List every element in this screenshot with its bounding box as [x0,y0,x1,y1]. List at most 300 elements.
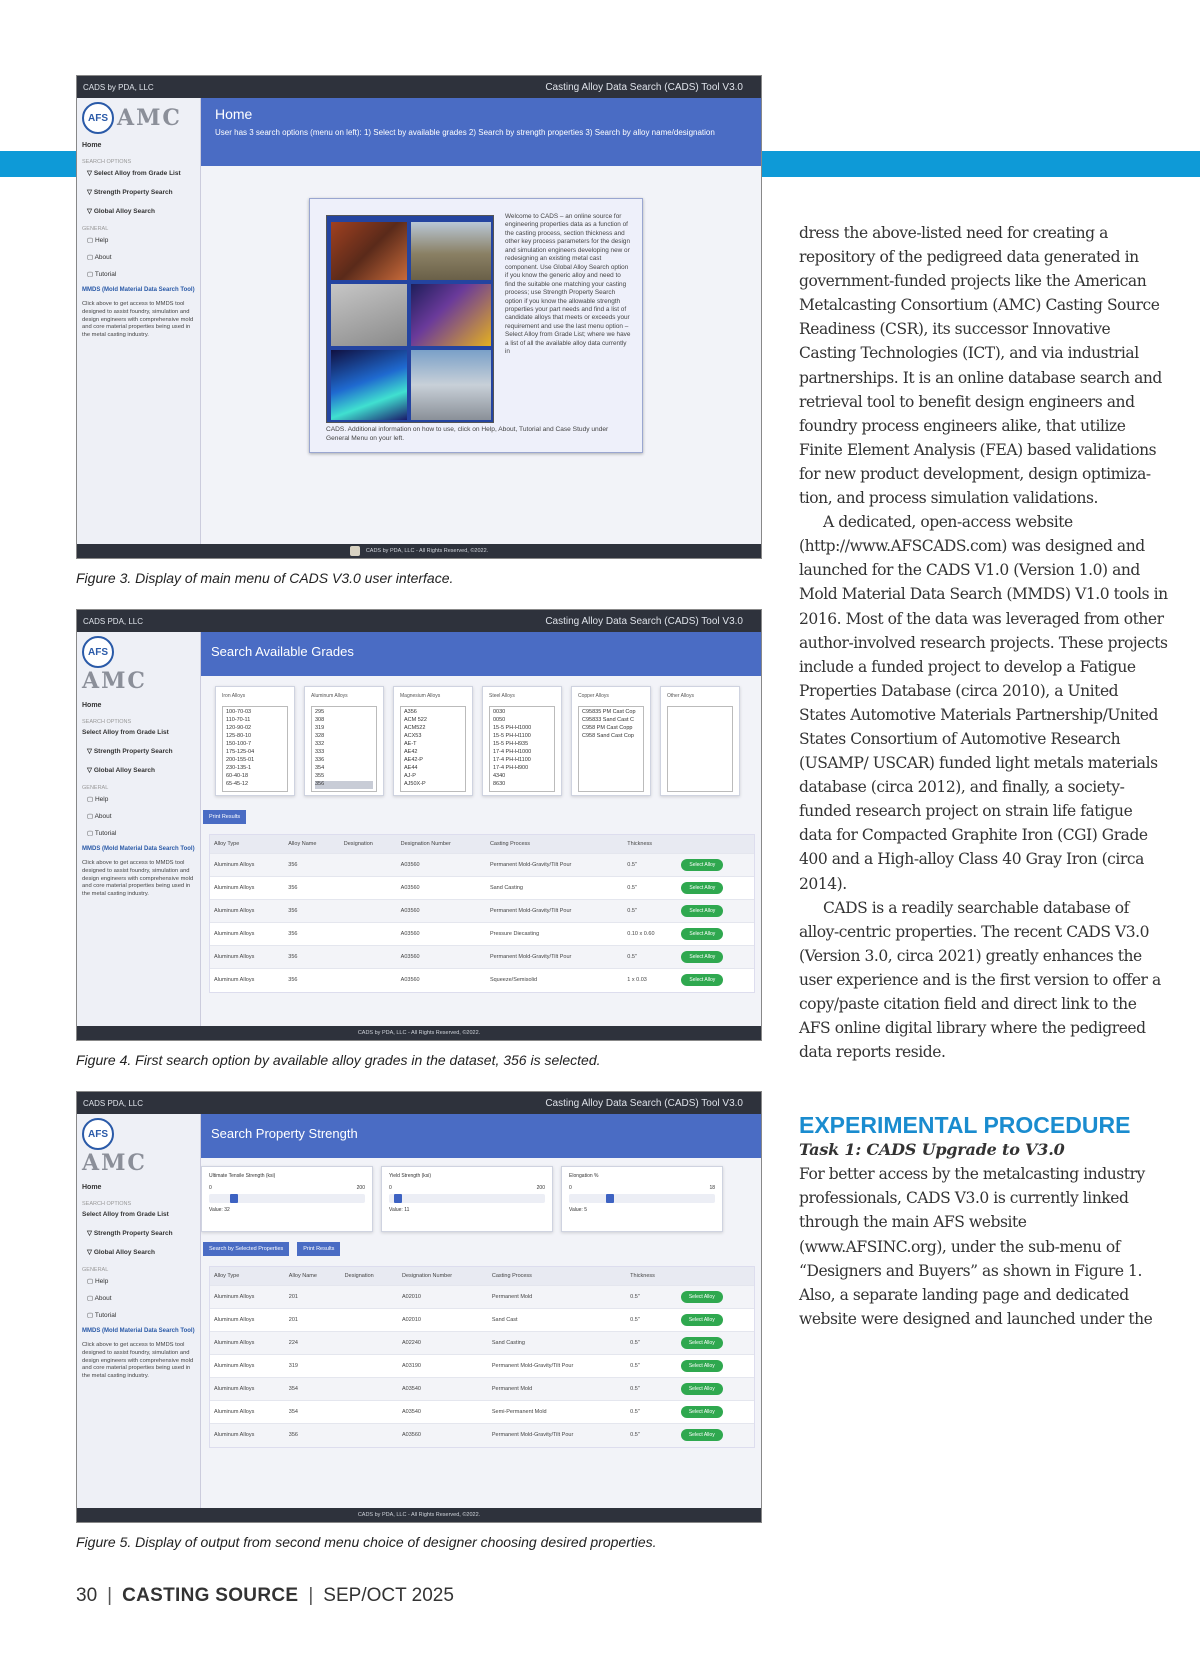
property-sliders [201,1158,761,1232]
nav-help[interactable]: ▢ Help [87,237,109,244]
table-cell: Permanent Mold [488,1286,626,1309]
table-cell: Aluminum Alloys [210,1378,285,1401]
subsection-heading: Task 1: CADS Upgrade to V3.0 [799,1140,1065,1160]
alloy-list-option[interactable]: 17-4 PH-H1100 [493,756,531,763]
article-paragraph: For better access by the metalcasting industry professionals, CADS V3.0 is currently linked through the main AFS website (www.AFSINC.org), under the sub-menu of “Designers and Buyers” as shown in Figure 1. Also, a separate landing page and dedicated website were designed and launched under the [799,1165,1153,1328]
select-alloy-button[interactable]: Select Alloy [681,1429,723,1441]
section-search-options: SEARCH OPTIONS [82,159,132,165]
page-title: Home [215,106,253,122]
table-cell: 0.5" [626,1309,677,1332]
article-column [799,221,1169,1331]
alloy-list-option[interactable]: AE42 [404,748,418,755]
select-alloy-button[interactable]: Select Alloy [681,951,723,963]
simulation-monitor-photo [331,284,407,346]
column-header: Alloy Name [285,1267,341,1286]
column-header: Alloy Type [210,835,284,854]
table-cell: 0.5" [626,1424,677,1447]
table-cell: 356 [285,1424,341,1447]
slider-label: Ultimate Tensile Strength (ksi) [209,1173,276,1179]
page-subtitle: User has 3 search options (menu on left): 1) Select by available grades 2) Search by strength properties 3) Search by alloy name/designation [215,128,715,137]
slider-track[interactable] [389,1194,545,1203]
nav-tutorial[interactable]: ▢ Tutorial [87,1312,117,1319]
alloy-list-option[interactable]: 336 [315,756,325,763]
mmds-description: Click above to get access to MMDS tool designed to assist foundry, simulation and design engineers with comprehensive mold and core material properties being used in the metal casting industry. [82,1342,194,1380]
table-cell: Pressure Diecasting [486,923,623,946]
table-cell: Aluminum Alloys [210,1286,285,1309]
column-header: Designation Number [398,1267,488,1286]
results-table [209,1266,755,1448]
table-row [210,1378,754,1401]
column-header: Designation [340,835,397,854]
logo [82,102,195,134]
footer-copyright: CADS by PDA, LLC - All Rights Reserved, ©2022. [357,1512,481,1518]
table-cell: Squeeze/Semisolid [486,969,623,992]
column-header: Alloy Type [210,1267,285,1286]
table-cell [677,1424,754,1447]
app-footer [77,1026,761,1040]
alloy-list-option[interactable]: C95835 PM Cast Cop [582,709,636,715]
table-cell [340,969,397,992]
table-cell [677,1332,754,1355]
alloy-list-option[interactable]: A356 [404,709,417,715]
table-cell: 319 [285,1355,341,1378]
alloy-list-option[interactable]: 308 [315,716,325,723]
column-header: Designation [341,1267,398,1286]
column-header: Casting Process [488,1267,626,1286]
table-cell [341,1355,398,1378]
table-cell [341,1286,398,1309]
nav-global-search[interactable]: ▽ Global Alloy Search [87,767,155,774]
app-footer [77,1508,761,1522]
table-cell [341,1309,398,1332]
nav-about[interactable]: ▢ About [87,813,112,820]
table-cell: 1 x 0.03 [623,969,677,992]
tank-photo [411,222,491,280]
table-cell [677,854,754,877]
alloy-list-option[interactable]: ACM522 [404,724,426,731]
slider-label: Elongation % [569,1173,599,1179]
alloy-list-title: Aluminum Alloys [311,693,348,699]
table-cell: Aluminum Alloys [210,900,284,923]
sidebar [77,1114,201,1508]
footer-separator: | [308,1585,314,1606]
column-header: Thickness [623,835,677,854]
alloy-list-box [571,686,651,796]
table-cell: 356 [284,877,339,900]
nav-home[interactable]: Home [82,702,102,709]
table-cell: 201 [285,1309,341,1332]
publication-name: CASTING SOURCE [122,1585,299,1606]
slider-value: Value: 32 [209,1207,230,1213]
uts-slider-card [201,1166,373,1232]
slider-value: Value: 11 [389,1207,410,1213]
page-title: Search Available Grades [211,644,354,659]
figure-5-screenshot [76,1091,762,1523]
table-cell [677,946,754,969]
page-header [201,632,761,676]
issue-date: SEP/OCT 2025 [323,1585,454,1606]
select-alloy-button[interactable]: Select Alloy [681,1291,723,1303]
simulation-screen-photo [411,284,491,346]
select-alloy-button[interactable]: Select Alloy [681,928,723,940]
alloy-listbox[interactable] [311,706,377,792]
alloy-list-option[interactable]: AE44 [404,764,418,771]
alloy-list-option[interactable]: ACM 522 [404,716,427,723]
footer-separator: | [107,1585,113,1606]
table-cell: 0.5" [623,877,677,900]
nav-global-search[interactable]: ▽ Global Alloy Search [87,208,155,215]
select-alloy-button[interactable]: Select Alloy [681,859,723,871]
alloy-list-option[interactable]: 230-135-1 [226,764,252,771]
figure-4-screenshot [76,609,762,1041]
mmds-link[interactable]: MMDS (Mold Material Data Search Tool) [82,1328,195,1334]
table-row [210,946,754,969]
main-panel [201,98,761,544]
alloy-list-option[interactable]: 356 [315,781,373,789]
alloy-list-option[interactable]: 333 [315,748,325,755]
table-cell: Sand Casting [488,1332,626,1355]
print-results-button[interactable]: Print Results [203,810,246,824]
results-table [209,834,755,993]
nav-global-search[interactable]: ▽ Global Alloy Search [87,1249,155,1256]
app-brand: CADS by PDA, LLC [83,82,154,92]
alloy-list-option[interactable]: 17-4 PH-H1000 [493,748,532,755]
nav-select-alloy[interactable]: Select Alloy from Grade List [82,729,169,736]
flow-simulation-photo [331,350,407,420]
select-alloy-button[interactable]: Select Alloy [681,882,723,894]
table-row [210,900,754,923]
afs-logo: AFS [82,102,114,134]
alloy-list-option[interactable]: AE42-P [404,756,423,763]
slider-max: 200 [356,1185,365,1191]
table-cell: Permanent Mold-Gravity/Tilt Pour [486,854,623,877]
table-cell: 0.5" [623,900,677,923]
table-cell: Aluminum Alloys [210,877,284,900]
alloy-list-box [215,686,295,796]
table-cell: A02010 [398,1286,488,1309]
nav-help[interactable]: ▢ Help [87,796,109,803]
table-cell: A03560 [397,877,486,900]
alloy-list-title: Iron Alloys [222,693,246,699]
alloy-list-option[interactable]: 120-90-02 [226,724,252,731]
table-row [210,854,754,877]
alloy-list-option[interactable]: 15-5 PH-H935 [493,740,529,747]
alloy-list-option[interactable]: 354 [315,764,325,771]
nav-tutorial[interactable]: ▢ Tutorial [87,830,117,837]
table-cell: A03560 [397,900,486,923]
aerospace-part-photo [411,350,491,420]
main-panel [201,632,761,1026]
nav-select-alloy[interactable]: ▽ Select Alloy from Grade List [87,170,181,177]
select-alloy-button[interactable]: Select Alloy [681,974,723,986]
amc-logo: AMC [82,1150,147,1176]
alloy-list-option[interactable]: 295 [315,709,325,715]
table-cell: A03540 [398,1378,488,1401]
section-general: GENERAL [82,226,109,232]
table-cell: 356 [284,923,339,946]
table-cell: Permanent Mold [488,1378,626,1401]
alloy-list-option[interactable]: C958 Sand Cast Cop [582,732,634,739]
table-cell: 356 [284,969,339,992]
article-paragraph: dress the above-listed need for creating a repository of the pedigreed data generated in government-funded projects like the American Metalcasting Consortium (AMC) Casting Source Readiness (CSR), its successor Innovative Casting Technologies (ICT), and via industrial partnerships. It is an online database search and retrieval tool to benefit design engineers and foundry process engineers alike, that utilize Finite Element Analysis (FEA) based validations for new product development, design optimization, and process simulation validations. [799,224,1162,508]
table-cell: 0.5" [626,1378,677,1401]
table-cell [340,854,397,877]
slider-min: 0 [209,1185,212,1191]
table-cell [341,1332,398,1355]
alloy-list-box [660,686,740,796]
alloy-list-option[interactable]: C958 PM Cast Copp [582,724,633,731]
alloy-list-option[interactable]: 15-5 PH-H1000 [493,724,532,731]
alloy-list-option[interactable]: 200-155-01 [226,756,255,763]
alloy-list-option[interactable]: 8630 [493,780,506,787]
nav-strength-search[interactable]: ▽ Strength Property Search [87,748,173,755]
column-header: Designation Number [397,835,486,854]
slider-min: 0 [569,1185,572,1191]
table-cell: 224 [285,1332,341,1355]
alloy-list-option[interactable]: 175-125-04 [226,748,255,755]
table-cell [677,1355,754,1378]
app-title: Casting Alloy Data Search (CADS) Tool V3.0 [545,615,743,627]
figure-5-caption: Figure 5. Display of output from second menu choice of designer choosing desired properties. [76,1534,657,1550]
app-topbar [77,76,761,98]
app-brand: CADS PDA, LLC [83,616,144,626]
select-alloy-button[interactable]: Select Alloy [681,1337,723,1349]
table-cell: Aluminum Alloys [210,854,284,877]
section-heading: EXPERIMENTAL PROCEDURE [799,1112,1131,1139]
table-cell: 356 [284,946,339,969]
table-row [210,1355,754,1378]
table-cell: A03560 [397,946,486,969]
section-general: GENERAL [82,785,109,791]
table-row [210,923,754,946]
table-cell: 354 [285,1401,341,1424]
column-header: Thickness [626,1267,677,1286]
alloy-list-option[interactable]: 110-70-11 [226,716,251,723]
search-by-properties-button[interactable]: Search by Selected Properties [203,1242,289,1256]
alloy-list-option[interactable]: 15-5 PH-H1100 [493,732,531,739]
alloy-list-option[interactable]: AJ-P [404,772,416,779]
page-header [201,1114,761,1158]
welcome-text: Welcome to CADS – an online source for engineering properties data as a function of the casting process, section thickness and other key process parameters for the design and simulation engineers developing new or redesigning an existing metal cast component. Use Global Alloy Search option if you know the generic alloy and need to find the suitable one matching your casting process; use Strength Property Search option if you know the allowable strength properties your part needs and find a list of candidate alloys that meets or exceeds your requirement and use the last menu option – Select Alloy from Grade List; where we have a list of all the available alloy data currently in [505,213,631,356]
sidebar [77,98,201,544]
page-title: Search Property Strength [211,1126,358,1141]
table-cell: 356 [284,854,339,877]
table-cell [677,1309,754,1332]
alloy-listbox[interactable] [578,706,644,792]
page-number: 30 [76,1585,98,1606]
column-header [677,1267,754,1286]
table-cell: Aluminum Alloys [210,969,284,992]
alloy-list-title: Copper Alloys [578,693,609,699]
table-cell [340,900,397,923]
table-cell: Sand Casting [486,877,623,900]
footer-copyright: CADS by PDA, LLC - All Rights Reserved, ©2022. [357,1030,481,1036]
table-cell [340,946,397,969]
select-alloy-button[interactable]: Select Alloy [681,1383,723,1395]
alloy-listbox[interactable] [222,706,288,792]
article-paragraph: A dedicated, open-access website (http://www.AFSCADS.com) was designed and launched for the CADS V1.0 (Version 1.0) and Mold Material Data Search (MMDS) V1.0 tools in 2016. Most of the data was leveraged from other author-involved research projects. These projects include a funded project to develop a Fatigue Properties Database (circa 2010), a United States Automotive Materials Partnership/United States Consortium of Automotive Research (USAMP/ USCAR) funded light metals materials database (circa 2012), and finally, a society-funded research project on strain life fatigue data for Compacted Graphite Iron (CGI) Grade 400 and a High-alloy Class 40 Gray Iron (circa 2014). [799,513,1168,893]
table-cell: 354 [285,1378,341,1401]
alloy-list-option[interactable]: 4340 [493,772,506,779]
table-cell: A03540 [398,1401,488,1424]
table-cell: Semi-Permanent Mold [488,1401,626,1424]
table-row [210,1286,754,1309]
select-alloy-button[interactable]: Select Alloy [681,1314,723,1326]
slider-handle[interactable] [230,1194,238,1203]
alloy-list-option[interactable]: 332 [315,740,325,747]
alloy-list-title: Magnesium Alloys [400,693,441,699]
alloy-list-option[interactable]: 319 [315,724,325,731]
table-cell: Aluminum Alloys [210,1401,285,1424]
nav-home[interactable]: Home [82,1184,102,1191]
figure-4-caption: Figure 4. First search option by available alloy grades in the dataset, 356 is selected. [76,1052,601,1068]
mmds-description: Click above to get access to MMDS tool designed to assist foundry, simulation and design engineers with comprehensive mold and core material properties being used in the metal casting industry. [82,301,194,339]
table-row [210,1309,754,1332]
table-cell: Aluminum Alloys [210,1332,285,1355]
alloy-list-box [482,686,562,796]
engine-block-photo [331,222,407,280]
alloy-listbox[interactable] [400,706,466,792]
slider-handle[interactable] [606,1194,614,1203]
nav-select-alloy[interactable]: Select Alloy from Grade List [82,1211,169,1218]
article-paragraph: CADS is a readily searchable database of alloy-centric properties. The recent CADS V3.0 (Version 3.0, circa 2021) greatly enhances the user experience and is the first version to offer a copy/paste citation field and direct link to the AFS online digital library where the pedigreed data reports reside. [799,898,1161,1062]
table-cell: Permanent Mold-Gravity/Tilt Pour [488,1424,626,1447]
table-cell: A03190 [398,1355,488,1378]
alloy-lists [201,676,761,796]
slider-label: Yield Strength (ksi) [389,1173,432,1179]
app-title: Casting Alloy Data Search (CADS) Tool V3.0 [545,1097,743,1109]
logo [82,1118,195,1176]
select-alloy-button[interactable]: Select Alloy [681,905,723,917]
alloy-list-option[interactable]: 328 [315,732,325,739]
table-cell: Aluminum Alloys [210,1309,285,1332]
table-cell [677,923,754,946]
column-header [677,835,754,854]
welcome-card [309,198,643,453]
alloy-list-box [304,686,384,796]
figure-3-screenshot [76,75,762,559]
alloy-list-title: Steel Alloys [489,693,515,699]
alloy-list-box [393,686,473,796]
action-row [203,796,761,824]
table-cell: A03560 [397,923,486,946]
alloy-list-option[interactable]: 17-4 PH-H900 [493,764,529,771]
nav-help[interactable]: ▢ Help [87,1278,109,1285]
alloy-list-option[interactable]: 355 [315,772,325,779]
page-header [201,98,761,166]
table-cell: 0.5" [626,1355,677,1378]
column-header: Casting Process [486,835,623,854]
app-footer [77,544,761,558]
select-alloy-button[interactable]: Select Alloy [681,1406,723,1418]
mmds-link[interactable]: MMDS (Mold Material Data Search Tool) [82,846,195,852]
table-row [210,877,754,900]
footer-copyright: CADS by PDA, LLC - All Rights Reserved, ©2022. [365,548,489,554]
table-cell: A02010 [398,1309,488,1332]
nav-about[interactable]: ▢ About [87,254,112,261]
nav-strength-search[interactable]: ▽ Strength Property Search [87,1230,173,1237]
table-cell [677,877,754,900]
print-results-button[interactable]: Print Results [297,1242,340,1256]
alloy-list-option[interactable]: 0050 [493,716,506,723]
table-cell [340,877,397,900]
nav-tutorial[interactable]: ▢ Tutorial [87,271,117,278]
table-row [210,1424,754,1447]
alloy-list-option[interactable]: 100-70-03 [226,709,252,715]
nav-home[interactable]: Home [82,142,102,149]
afs-logo: AFS [82,1118,114,1150]
accent-ribbon-right [762,151,1200,177]
table-cell: Permanent Mold-Gravity/Tilt Pour [486,900,623,923]
select-alloy-button[interactable]: Select Alloy [681,1360,723,1372]
table-cell [677,1378,754,1401]
table-cell: A02240 [398,1332,488,1355]
slider-handle[interactable] [394,1194,402,1203]
alloy-list-option[interactable]: 150-100-7 [226,740,252,747]
table-cell [341,1378,398,1401]
app-brand: CADS PDA, LLC [83,1098,144,1108]
nav-strength-search[interactable]: ▽ Strength Property Search [87,189,173,196]
table-cell: 0.10 x 0.60 [623,923,677,946]
slider-track[interactable] [569,1194,715,1203]
table-cell [340,923,397,946]
mmds-link[interactable]: MMDS (Mold Material Data Search Tool) [82,287,195,293]
table-cell: 0.5" [626,1286,677,1309]
alloy-list-option[interactable]: C95833 Sand Cast C [582,716,634,723]
table-cell: Aluminum Alloys [210,1424,285,1447]
slider-min: 0 [389,1185,392,1191]
table-cell: 356 [284,900,339,923]
alloy-list-option[interactable]: AE-T [404,740,417,747]
table-cell [677,900,754,923]
table-cell: Permanent Mold-Gravity/Tilt Pour [486,946,623,969]
app-topbar [77,1092,761,1114]
yield-slider-card [381,1166,553,1232]
alloy-list-option[interactable]: AJ50X-P [404,780,426,787]
alloy-list-option[interactable]: ACX53 [404,732,422,739]
alloy-list-option[interactable]: 60-40-18 [226,772,249,779]
table-cell: Aluminum Alloys [210,1355,285,1378]
alloy-list-option[interactable]: 65-45-12 [226,780,249,787]
footer-logo-icon [350,546,360,556]
table-row [210,969,754,992]
table-cell [341,1424,398,1447]
elongation-slider-card [561,1166,723,1232]
mmds-description: Click above to get access to MMDS tool designed to assist foundry, simulation and design engineers with comprehensive mold and core material properties being used in the metal casting industry. [82,860,194,898]
alloy-list-option[interactable]: 0030 [493,709,506,715]
app-topbar [77,610,761,632]
table-row [210,1401,754,1424]
table-cell [341,1401,398,1424]
table-header-row [210,835,754,854]
nav-about[interactable]: ▢ About [87,1295,112,1302]
figure-3-caption: Figure 3. Display of main menu of CADS V3.0 user interface. [76,570,454,586]
alloy-listbox[interactable] [489,706,555,792]
table-cell: Permanent Mold-Gravity/Tilt Pour [488,1355,626,1378]
alloy-list-option[interactable]: 125-80-10 [226,732,252,739]
app-title: Casting Alloy Data Search (CADS) Tool V3.0 [545,81,743,93]
table-cell: Sand Cast [488,1309,626,1332]
table-cell [677,1401,754,1424]
section-general: GENERAL [82,1267,109,1273]
slider-track[interactable] [209,1194,365,1203]
logo [82,636,195,694]
slider-max: 18 [709,1185,715,1191]
alloy-listbox[interactable] [667,706,733,792]
section-search-options: SEARCH OPTIONS [82,719,132,725]
table-cell: A03560 [397,854,486,877]
table-cell: 201 [285,1286,341,1309]
